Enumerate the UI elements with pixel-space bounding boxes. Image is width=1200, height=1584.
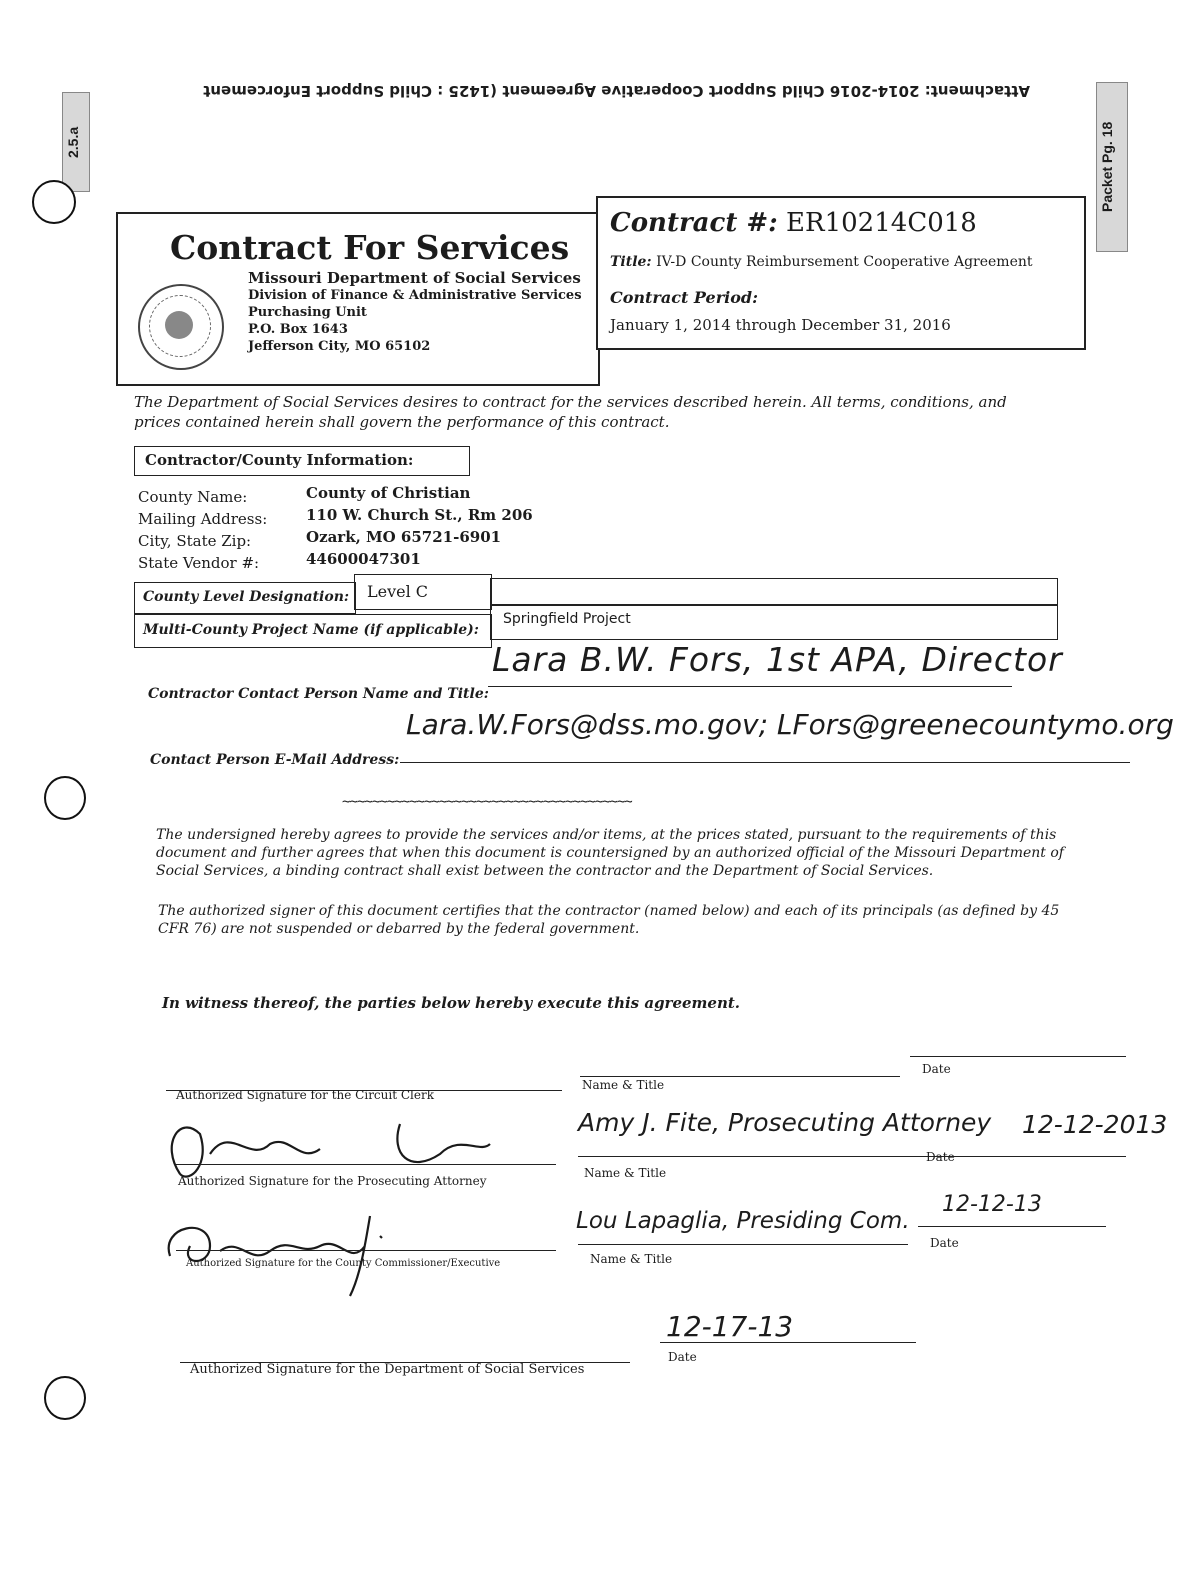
- intro-paragraph: The Department of Social Services desires to contract for the services described herein. All terms, conditions, and prices contained herein shall govern the performance of this contract.: [134, 393, 1007, 431]
- county-level-label-cell: County Level Designation:: [134, 582, 356, 614]
- county-name: County of Christian: [306, 484, 471, 502]
- commissioner-name-handwritten: Lou Lapaglia, Presiding Com.: [576, 1208, 910, 1234]
- contract-period-label: Contract Period:: [610, 288, 758, 307]
- mailing-address: 110 W. Church St., Rm 206: [306, 506, 533, 524]
- attachment-header: Attachment: 2014-2016 Child Support Cooperative Agreement (1425 : Child Support Enforcement: [203, 82, 1030, 100]
- dss-date-line: [660, 1342, 916, 1343]
- project-name-label-cell: Multi-County Project Name (if applicable):: [134, 614, 492, 648]
- contract-header-left: [116, 212, 600, 386]
- clerk-date-label: Date: [922, 1062, 951, 1076]
- dss-signature-label: Authorized Signature for the Department of Social Services: [190, 1362, 585, 1377]
- punch-hole: [44, 776, 86, 820]
- pa-signature-label: Authorized Signature for the Prosecuting Attorney: [178, 1174, 487, 1188]
- pa-name-handwritten: Amy J. Fite, Prosecuting Attorney: [578, 1108, 992, 1137]
- clerk-name-title-label: Name & Title: [582, 1078, 665, 1092]
- dss-date-handwritten: 12-17-13: [666, 1310, 794, 1343]
- contract-number-label: Contract #:: [610, 208, 778, 238]
- pa-signature-line: [176, 1164, 556, 1165]
- contact-person-label: Contractor Contact Person Name and Title:: [148, 686, 489, 702]
- commissioner-date-label: Date: [930, 1236, 959, 1250]
- project-name-value-cell: Springfield Project: [490, 604, 1058, 640]
- level-row-blank-cell: [490, 578, 1058, 606]
- email-handwritten: Lara.W.Fors@dss.mo.gov; LFors@greenecountymo.org: [406, 708, 1174, 741]
- commissioner-name-title-label: Name & Title: [590, 1252, 673, 1266]
- commissioner-date-handwritten: 12-12-13: [942, 1192, 1042, 1217]
- email-label: Contact Person E-Mail Address:: [150, 752, 400, 768]
- city-state-zip: Ozark, MO 65721-6901: [306, 528, 502, 546]
- tilde-divider: ~~~~~~~~~~~~~~~~~~~~~~~~~~~~~~~~~~~~~~~: [342, 794, 632, 810]
- commissioner-date-line: [918, 1226, 1106, 1227]
- contact-person-line: [488, 686, 1012, 687]
- witness-statement: In witness thereof, the parties below hereby execute this agreement.: [162, 994, 741, 1012]
- county-level-value-cell: Level C: [354, 574, 492, 610]
- contract-title-label: Title:: [610, 254, 652, 270]
- contract-header-right: [596, 196, 1086, 350]
- commissioner-signature-label: Authorized Signature for the County Commissioner/Executive: [186, 1258, 501, 1269]
- pa-name-date-line: [578, 1156, 1126, 1157]
- state-vendor-number: 44600047301: [306, 550, 421, 568]
- punch-hole: [32, 180, 76, 224]
- punch-hole: [44, 1376, 86, 1420]
- contract-title: IV-D County Reimbursement Cooperative Agreement: [656, 254, 1033, 270]
- contractor-field-values: [306, 482, 626, 570]
- department-address: Missouri Department of Social Services Division of Finance & Administrative Services Purchasing Unit P.O. Box 1643 Jefferson City, MO 65102: [248, 269, 582, 354]
- commissioner-signature-line: [176, 1250, 556, 1251]
- contact-person-handwritten: Lara B.W. Fors, 1st APA, Director: [492, 640, 1063, 679]
- commissioner-signature: [150, 1196, 450, 1306]
- pa-date-label: Date: [926, 1150, 955, 1164]
- certification-paragraph: The authorized signer of this document certifies that the contractor (named below) and each of its principals (as defined by 45 CFR 76) are not suspended or debarred by the federal government.: [158, 903, 1060, 937]
- agenda-item-tag: 2.5.a: [62, 92, 90, 192]
- email-line: [400, 762, 1130, 763]
- contract-number-row: [610, 208, 977, 238]
- agreement-paragraph: The undersigned hereby agrees to provide the services and/or items, at the prices stated, pursuant to the requirements of this document and further agrees that when this document is countersigned by an authorized official of the Missouri Department of Social Services, a binding contract shall exist between the contractor and the Department of Social Services.: [156, 827, 1064, 879]
- clerk-name-line: [580, 1076, 900, 1077]
- contract-number: ER10214C018: [786, 208, 977, 238]
- state-seal-icon: [138, 284, 224, 370]
- clerk-signature-label: Authorized Signature for the Circuit Clerk: [176, 1088, 434, 1102]
- contract-title-row: [610, 254, 1033, 270]
- clerk-date-line: [910, 1056, 1126, 1057]
- document-title: Contract For Services: [170, 228, 570, 267]
- dss-date-label: Date: [668, 1350, 697, 1364]
- contract-period: January 1, 2014 through December 31, 2016: [610, 316, 951, 334]
- contractor-field-labels: County Name: Mailing Address: City, State Zip: State Vendor #:: [138, 488, 268, 572]
- pa-name-title-label: Name & Title: [584, 1166, 667, 1180]
- commissioner-name-line: [578, 1244, 908, 1245]
- packet-page-tag: Packet Pg. 18: [1096, 82, 1128, 252]
- contractor-section-header: Contractor/County Information:: [134, 446, 470, 476]
- pa-date-handwritten: 12-12-2013: [1022, 1110, 1168, 1139]
